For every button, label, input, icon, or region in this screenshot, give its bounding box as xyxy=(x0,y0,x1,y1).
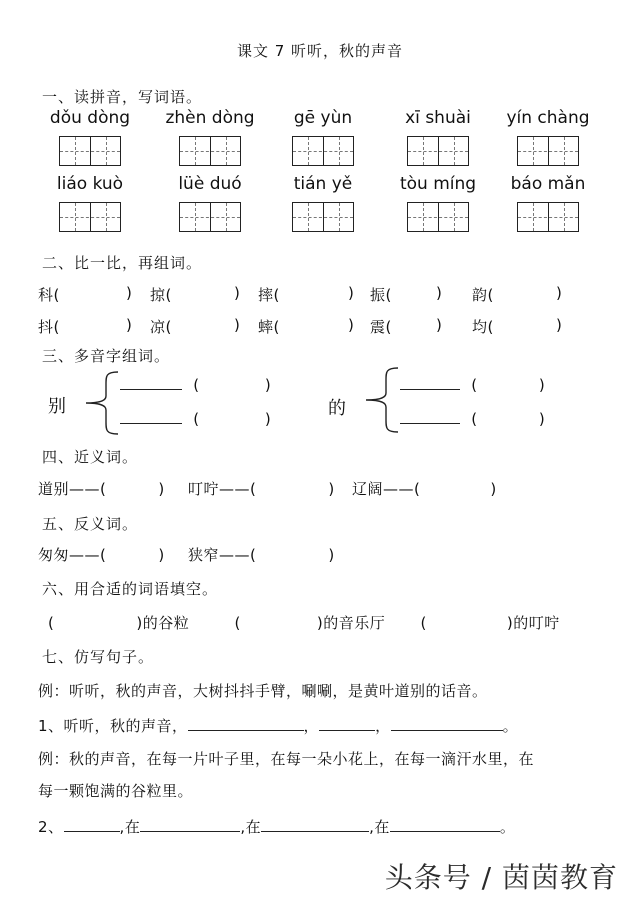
synonym-3: 辽阔——( xyxy=(352,480,421,498)
section-5-heading: 五、反义词。 xyxy=(42,515,139,533)
blank[interactable] xyxy=(120,389,182,390)
writing-box[interactable] xyxy=(407,136,469,166)
pinyin-label: zhèn dòng xyxy=(165,108,255,128)
guide-line xyxy=(308,137,309,165)
guide-line xyxy=(518,151,578,152)
close-paren: ) xyxy=(556,284,563,302)
section-3-heading: 三、多音字组词。 xyxy=(42,347,171,365)
section-6-heading: 六、用合适的词语填空。 xyxy=(42,580,219,598)
writing-box[interactable] xyxy=(179,202,241,232)
polyphone-line-1a xyxy=(120,376,271,394)
period: 。 xyxy=(502,717,519,735)
brace-1 xyxy=(80,370,120,436)
open-paren: ( xyxy=(471,410,478,428)
question-2 xyxy=(38,816,515,837)
writing-box[interactable] xyxy=(179,136,241,166)
guide-line xyxy=(75,203,76,231)
pinyin-label: dǒu dòng xyxy=(49,108,131,128)
close-paren: ) xyxy=(436,284,443,302)
fill-item-3: )的叮咛 xyxy=(506,614,560,632)
writing-box[interactable] xyxy=(517,136,579,166)
writing-box[interactable] xyxy=(292,136,354,166)
guide-line xyxy=(106,137,107,165)
blank[interactable] xyxy=(64,831,120,832)
guide-line xyxy=(195,137,196,165)
guide-line xyxy=(106,203,107,231)
close-paren: ) xyxy=(234,316,241,334)
pinyin-label: gē yùn xyxy=(293,108,353,128)
close-paren: ) xyxy=(436,316,443,334)
guide-line xyxy=(308,203,309,231)
guide-line xyxy=(533,203,534,231)
guide-line xyxy=(226,137,227,165)
guide-line xyxy=(293,217,353,218)
guide-line xyxy=(564,203,565,231)
pinyin-label: lüè duó xyxy=(178,174,242,194)
blank[interactable] xyxy=(391,730,503,731)
fill-item-2: )的音乐厅 xyxy=(316,614,386,632)
question-1-prefix: 1、听听，秋的声音， xyxy=(38,717,188,735)
close-paren: ) xyxy=(348,316,355,334)
close-paren: ) xyxy=(328,480,335,498)
guide-line xyxy=(339,203,340,231)
close-paren: ) xyxy=(538,376,546,394)
section-2-heading: 二、比一比，再组词。 xyxy=(42,254,203,272)
blank[interactable] xyxy=(319,730,375,731)
close-paren: ) xyxy=(126,284,133,302)
compare-item: 韵( xyxy=(472,286,494,304)
polyphone-char-1: 别 xyxy=(48,396,67,417)
example-2-line-2: 每一颗饱满的谷粒里。 xyxy=(38,782,194,800)
comma: ， xyxy=(375,717,391,735)
antonym-2: 狭窄——( xyxy=(188,546,257,564)
section-1-heading: 一、读拼音，写词语。 xyxy=(42,88,203,106)
question-1 xyxy=(38,715,518,736)
writing-box[interactable] xyxy=(59,136,121,166)
synonym-2: 叮咛——( xyxy=(188,480,257,498)
compare-item: 摔( xyxy=(258,286,280,304)
polyphone-line-2a xyxy=(400,376,545,394)
comma: ， xyxy=(303,717,320,735)
zai: ,在 xyxy=(119,818,141,836)
pinyin-label: xī shuài xyxy=(405,108,471,128)
guide-line xyxy=(454,137,455,165)
pinyin-label: báo mǎn xyxy=(510,174,586,194)
guide-line xyxy=(423,137,424,165)
blank[interactable] xyxy=(188,730,304,731)
zai: ,在 xyxy=(369,818,390,836)
guide-line xyxy=(60,151,120,152)
blank[interactable] xyxy=(400,423,460,424)
guide-line xyxy=(518,217,578,218)
close-paren: ) xyxy=(348,284,355,302)
close-paren: ) xyxy=(328,546,335,564)
pinyin-label: liáo kuò xyxy=(56,174,124,194)
synonym-1: 道别——( xyxy=(38,480,107,498)
compare-item: 抖( xyxy=(38,318,60,336)
polyphone-char-2: 的 xyxy=(328,398,347,419)
open-paren: ( xyxy=(193,376,200,394)
compare-item: 凉( xyxy=(150,318,172,336)
antonym-1: 匆匆——( xyxy=(38,546,107,564)
polyphone-line-2b xyxy=(400,410,545,428)
blank[interactable] xyxy=(120,423,182,424)
compare-item: 掠( xyxy=(150,286,172,304)
compare-item: 科( xyxy=(38,286,60,304)
pinyin-label: tòu míng xyxy=(399,174,477,194)
writing-box[interactable] xyxy=(292,202,354,232)
blank[interactable] xyxy=(261,831,369,832)
watermark: 头条号 / 茵茵教育 xyxy=(384,861,618,894)
close-paren: ) xyxy=(264,410,272,428)
compare-item: 蟀( xyxy=(258,318,280,336)
open-paren: ( xyxy=(420,614,427,632)
example-1: 例：听听，秋的声音，大树抖抖手臂，唰唰，是黄叶道别的话音。 xyxy=(38,682,488,700)
open-paren: ( xyxy=(193,410,200,428)
zai: ,在 xyxy=(240,818,262,836)
guide-line xyxy=(339,137,340,165)
pinyin-label: tián yě xyxy=(293,174,353,194)
close-paren: ) xyxy=(158,480,165,498)
writing-box[interactable] xyxy=(517,202,579,232)
open-paren: ( xyxy=(471,376,478,394)
guide-line xyxy=(60,217,120,218)
section-7-heading: 七、仿写句子。 xyxy=(42,648,155,666)
synonym-row xyxy=(38,478,497,499)
guide-line xyxy=(423,203,424,231)
page-title: 课文 7 听听，秋的声音 xyxy=(236,42,404,60)
brace-2 xyxy=(360,366,400,434)
period: 。 xyxy=(499,818,516,836)
blank[interactable] xyxy=(400,389,460,390)
guide-line xyxy=(293,151,353,152)
polyphone-line-1b xyxy=(120,410,271,428)
open-paren: ( xyxy=(48,614,55,632)
close-paren: ) xyxy=(234,284,241,302)
guide-line xyxy=(180,151,240,152)
guide-line xyxy=(454,203,455,231)
open-paren: ( xyxy=(234,614,241,632)
blank[interactable] xyxy=(390,831,500,832)
close-paren: ) xyxy=(538,410,546,428)
section-4-heading: 四、近义词。 xyxy=(42,448,139,466)
guide-line xyxy=(180,217,240,218)
fill-row xyxy=(38,612,560,633)
guide-line xyxy=(195,203,196,231)
close-paren: ) xyxy=(556,316,563,334)
guide-line xyxy=(226,203,227,231)
compare-item: 均( xyxy=(472,318,494,336)
pinyin-label: yín chàng xyxy=(506,108,590,128)
guide-line xyxy=(564,137,565,165)
compare-item: 震( xyxy=(370,318,392,336)
close-paren: ) xyxy=(490,480,497,498)
close-paren: ) xyxy=(264,376,272,394)
writing-box[interactable] xyxy=(59,202,121,232)
guide-line xyxy=(408,151,468,152)
writing-box[interactable] xyxy=(407,202,469,232)
close-paren: ) xyxy=(126,316,133,334)
fill-item-1: )的谷粒 xyxy=(136,614,190,632)
blank[interactable] xyxy=(140,831,240,832)
guide-line xyxy=(75,137,76,165)
example-2-line-1: 例：秋的声音，在每一片叶子里，在每一朵小花上，在每一滴汗水里，在 xyxy=(38,750,535,768)
question-2-prefix: 2、 xyxy=(38,818,64,836)
guide-line xyxy=(408,217,468,218)
antonym-row xyxy=(38,544,335,565)
guide-line xyxy=(533,137,534,165)
close-paren: ) xyxy=(158,546,165,564)
compare-item: 振( xyxy=(370,286,392,304)
